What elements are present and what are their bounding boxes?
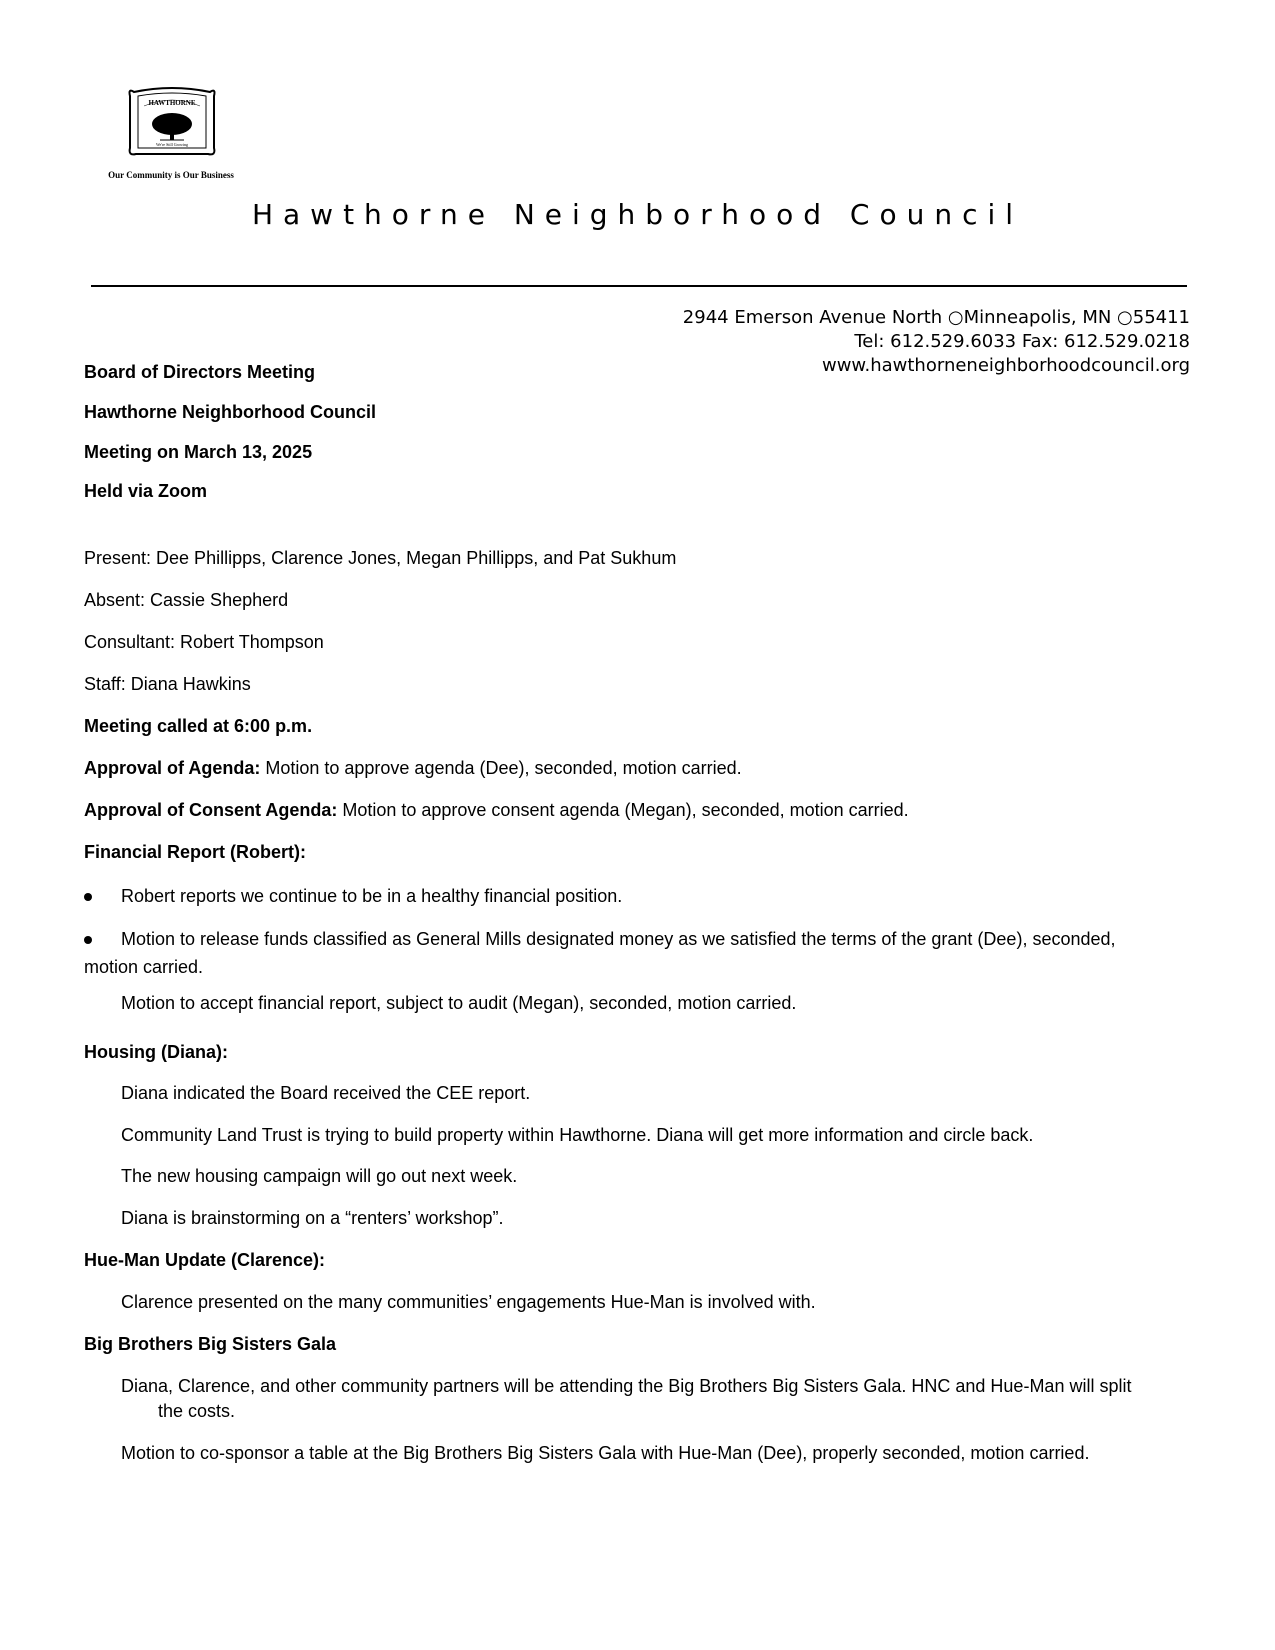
logo-name: HAWTHORNE xyxy=(148,99,196,107)
staff-line: Staff: Diana Hawkins xyxy=(84,674,251,694)
housing-heading: Housing (Diana): xyxy=(84,1042,228,1062)
financial-item: Motion to accept financial report, subject to audit (Megan), seconded, motion carried. xyxy=(121,993,797,1013)
consent-label: Approval of Consent Agenda: xyxy=(84,800,338,820)
organization-name: Hawthorne Neighborhood Council xyxy=(84,402,376,422)
gala-item-continued: the costs. xyxy=(158,1401,236,1421)
logo-tagline: Our Community is Our Business xyxy=(108,170,234,180)
financial-item: Motion to release funds classified as General Mills designated money as we satisfied the terms of the grant (Dee), seconded, xyxy=(121,929,1116,949)
bullet-icon xyxy=(84,893,92,901)
consent-approval xyxy=(84,800,909,821)
website: www.hawthorneneighborhoodcouncil.org xyxy=(821,355,1190,376)
housing-item: Diana indicated the Board received the CEE report. xyxy=(121,1083,531,1103)
logo-slogan: We're Still Growing xyxy=(156,142,188,147)
header-divider xyxy=(91,285,1187,287)
gala-item: Diana, Clarence, and other community partners will be attending the Big Brothers Big Sisters Gala. HNC and Hue-Man will split xyxy=(121,1376,1132,1396)
absent-list: Absent: Cassie Shepherd xyxy=(84,590,289,610)
agenda-label: Approval of Agenda: xyxy=(84,758,261,778)
bullet-icon xyxy=(84,936,92,944)
financial-heading: Financial Report (Robert): xyxy=(84,842,307,862)
tree-emblem-icon xyxy=(124,86,220,160)
meeting-date: Meeting on March 13, 2025 xyxy=(84,442,313,462)
present-list: Present: Dee Phillipps, Clarence Jones, Megan Phillipps, and Pat Sukhum xyxy=(84,548,677,568)
gala-heading: Big Brothers Big Sisters Gala xyxy=(84,1334,337,1354)
agenda-text: Motion to approve agenda (Dee), seconded, motion carried. xyxy=(260,758,742,778)
agenda-approval xyxy=(84,758,742,779)
contact-block xyxy=(683,306,1190,378)
meeting-location: Held via Zoom xyxy=(84,481,208,501)
page-title: Hawthorne Neighborhood Council xyxy=(251,198,1024,231)
phone-fax: Tel: 612.529.6033 Fax: 612.529.0218 xyxy=(854,331,1190,352)
street-address: 2944 Emerson Avenue North ○Minneapolis, MN ○55411 xyxy=(682,307,1190,328)
hueman-item: Clarence presented on the many communities’ engagements Hue-Man is involved with. xyxy=(121,1292,816,1312)
housing-item: Community Land Trust is trying to build property within Hawthorne. Diana will get more information and circle back. xyxy=(121,1125,1034,1145)
meeting-called: Meeting called at 6:00 p.m. xyxy=(84,716,313,736)
hawthorne-logo xyxy=(96,86,246,186)
financial-item-continued: motion carried. xyxy=(84,957,204,977)
financial-item: Robert reports we continue to be in a healthy financial position. xyxy=(121,886,623,906)
housing-item: Diana is brainstorming on a “renters’ workshop”. xyxy=(121,1208,504,1228)
consultant-line: Consultant: Robert Thompson xyxy=(84,632,324,652)
housing-item: The new housing campaign will go out next week. xyxy=(121,1166,518,1186)
hueman-heading: Hue-Man Update (Clarence): xyxy=(84,1250,326,1270)
gala-motion: Motion to co-sponsor a table at the Big Brothers Big Sisters Gala with Hue-Man (Dee), properly seconded, motion carried. xyxy=(121,1443,1090,1463)
meeting-type: Board of Directors Meeting xyxy=(84,362,316,382)
consent-text: Motion to approve consent agenda (Megan), seconded, motion carried. xyxy=(337,800,909,820)
